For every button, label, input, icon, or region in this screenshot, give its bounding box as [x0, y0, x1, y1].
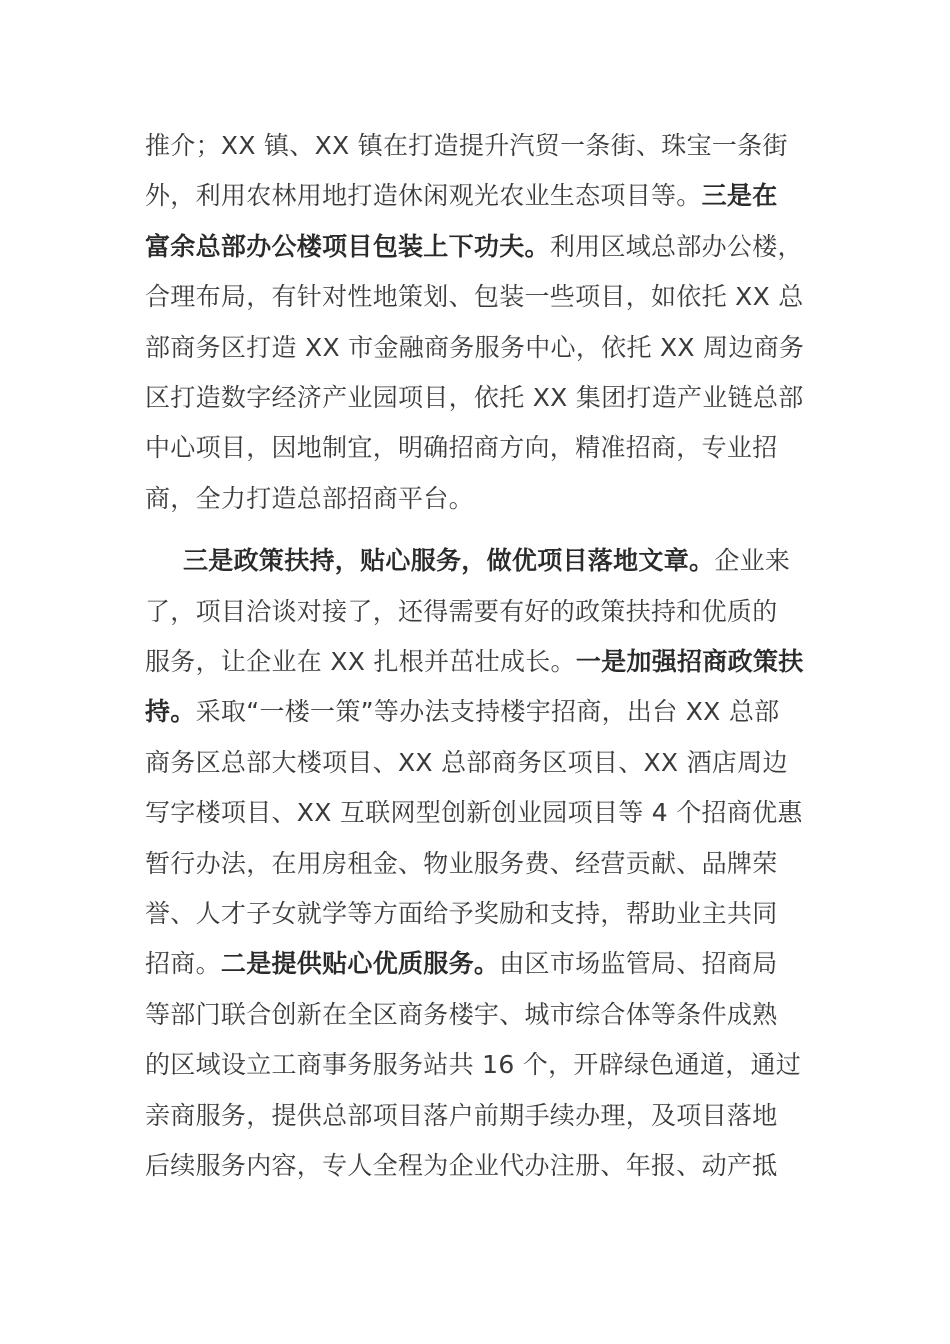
text-segment: 暂行办法，在用房租金、物业服务费、经营贡献、品牌荣 [145, 848, 778, 878]
text-line [145, 990, 815, 1040]
bold-text-segment: 二是提供贴心优质服务。 [220, 949, 500, 979]
text-line [145, 839, 815, 889]
bold-text-segment: 三是在 [701, 181, 778, 211]
text-segment: 招商。 [145, 949, 221, 979]
text-segment: 等部门联合创新在全区商务楼宇、城市综合体等条件成熟 [145, 999, 778, 1029]
text-segment: 采取“一楼一策”等办法支持楼宇招商，出台 XX 总部 [195, 697, 780, 727]
text-segment: 了，项目洽谈对接了，还得需要有好的政策扶持和优质的 [145, 596, 778, 626]
text-line [145, 222, 815, 272]
bold-text-segment: 一是加强招商政策扶 [575, 647, 804, 676]
text-segment: 写字楼项目、XX 互联网型创新创业园项目等 4 个招商优惠 [145, 798, 803, 828]
text-segment: 推介；XX 镇、XX 镇在打造提升汽贸一条街、珠宝一条街 [145, 131, 788, 160]
bold-text-segment: 三是政策扶持，贴心服务，做优项目落地文章。 [183, 546, 715, 576]
text-line [145, 323, 815, 373]
text-segment: 部商务区打造 XX 市金融商务服务中心，依托 XX 周边商务 [145, 332, 805, 362]
text-segment: 商，全力打造总部招商平台。 [145, 483, 474, 513]
text-segment: 誉、人才子女就学等方面给予奖励和支持，帮助业主共同 [145, 899, 778, 928]
text-line [145, 373, 815, 423]
text-line [145, 1141, 815, 1191]
text-line [145, 788, 815, 838]
text-segment: 亲商服务，提供总部项目落户前期手续办理，及项目落地 [145, 1100, 778, 1130]
text-line [145, 474, 815, 524]
text-line [145, 423, 815, 473]
text-segment: 利用区域总部办公楼， [549, 231, 803, 261]
bold-text-segment: 持。 [145, 697, 196, 727]
bold-text-segment: 富余总部办公楼项目包装上下功夫。 [145, 231, 550, 261]
text-segment: 区打造数字经济产业园项目，依托 XX 集团打造产业链总部 [145, 383, 804, 412]
text-line [145, 272, 815, 322]
text-segment: 合理布局，有针对性地策划、包装一些项目，如依托 XX 总 [145, 282, 804, 312]
text-line [145, 939, 815, 989]
text-line [145, 637, 815, 687]
text-line [145, 1040, 815, 1090]
text-segment: 的区域设立工商事务服务站共 16 个，开辟绿色通道，通过 [145, 1050, 802, 1080]
text-line [145, 687, 815, 737]
text-line [183, 536, 815, 586]
text-line [145, 171, 815, 221]
text-line [145, 738, 815, 788]
text-line [145, 889, 815, 939]
text-line [145, 121, 815, 171]
text-line [145, 587, 815, 637]
text-segment: 后续服务内容，专人全程为企业代办注册、年报、动产抵 [145, 1151, 778, 1180]
text-segment: 服务，让企业在 XX 扎根并茁壮成长。 [145, 647, 576, 676]
text-segment: 企业来 [714, 546, 791, 576]
text-segment: 商务区总部大楼项目、XX 总部商务区项目、XX 酒店周边 [145, 747, 788, 777]
text-segment: 外，利用农林用地打造休闲观光农业生态项目等。 [145, 181, 702, 211]
text-line [145, 1091, 815, 1141]
text-segment: 中心项目，因地制宜，明确招商方向，精准招商，专业招 [145, 433, 778, 463]
text-segment: 由区市场监管局、招商局 [499, 949, 778, 979]
